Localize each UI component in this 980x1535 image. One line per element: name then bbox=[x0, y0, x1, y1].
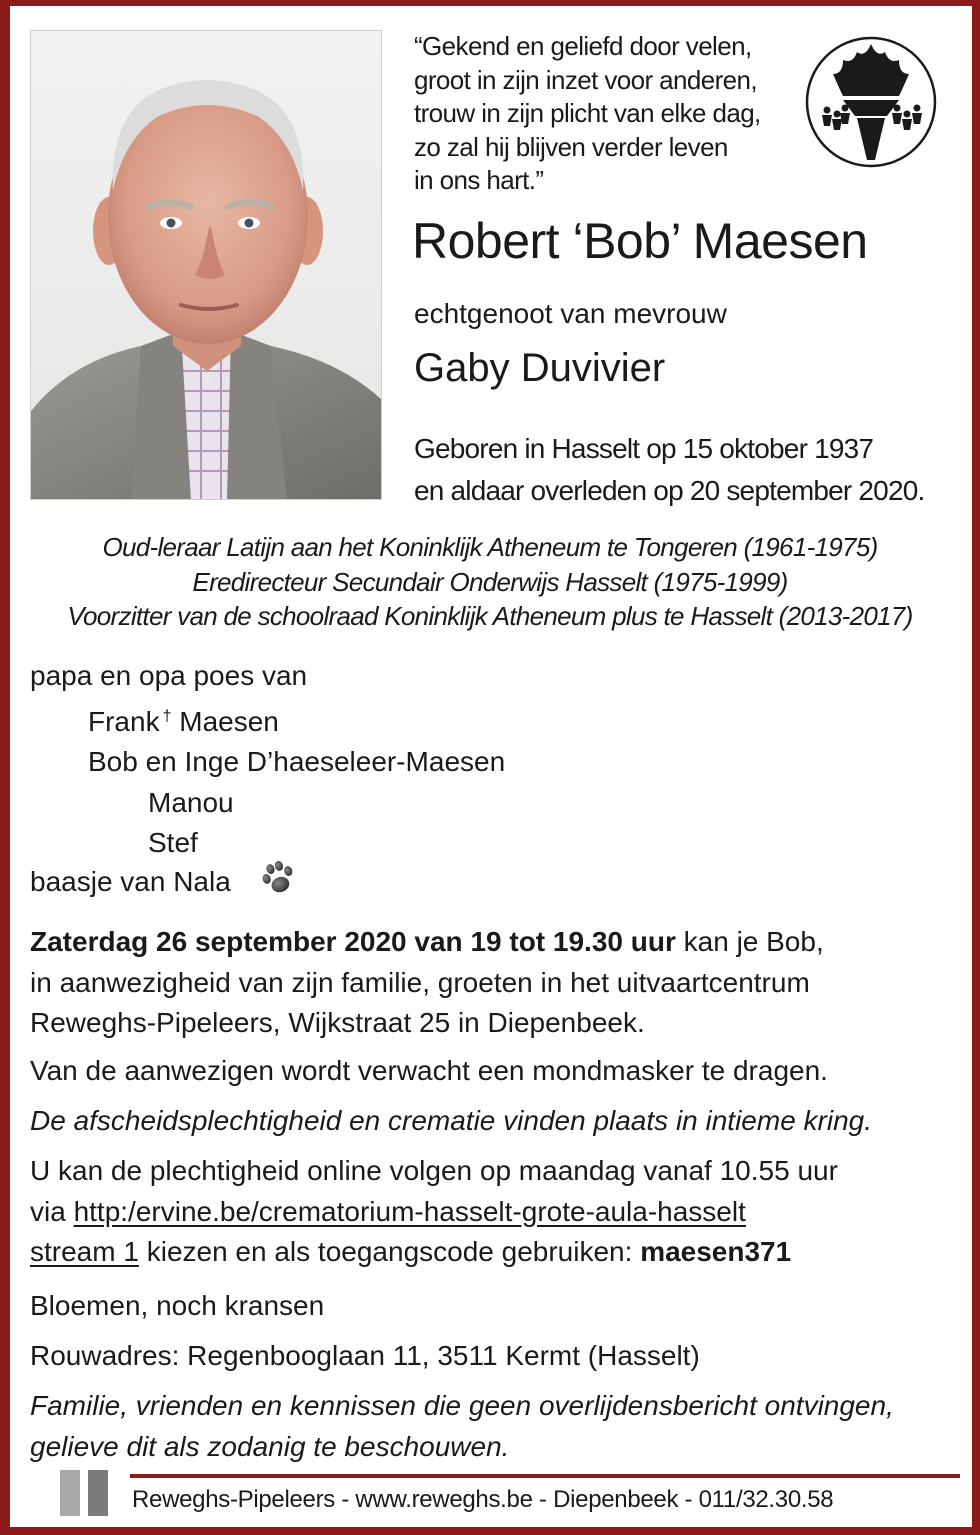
grandchild-entry: Stef bbox=[148, 827, 198, 858]
deceased-name: Robert ‘Bob’ Maesen bbox=[412, 213, 868, 269]
child-entry bbox=[30, 697, 505, 743]
child-first-name: Frank bbox=[88, 705, 160, 737]
flowers-notice: Bloemen, noch kransen bbox=[30, 1290, 325, 1321]
footer-divider bbox=[130, 1474, 960, 1478]
career-line: Eredirecteur Secundair Onderwijs Hasselt (1975-1999) bbox=[192, 566, 788, 597]
quote-line: in ons hart.” bbox=[414, 165, 544, 195]
border-top bbox=[0, 0, 980, 6]
pet-line: baasje van Nala bbox=[30, 866, 231, 897]
career-line: Oud-leraar Latijn aan het Koninklijk Atheneum te Tongeren (1961-1975) bbox=[102, 532, 878, 562]
spouse-name: Gaby Duvivier bbox=[414, 346, 666, 390]
grandchild-entry: Manou bbox=[148, 786, 234, 818]
closing-line: gelieve dit als zodanig te beschouwen. bbox=[30, 1430, 510, 1462]
career-list bbox=[30, 530, 950, 634]
stream-line: U kan de plechtigheid online volgen op maandag vanaf 10.55 uur bbox=[30, 1155, 838, 1186]
stream-1-link[interactable]: stream 1 bbox=[30, 1236, 139, 1267]
stream-block bbox=[30, 1151, 950, 1273]
ceremony-notice: De afscheidsplechtigheid en crematie vinden plaats in intieme kring. bbox=[30, 1105, 873, 1136]
birth-line: Geboren in Hasselt op 15 oktober 1937 bbox=[414, 433, 874, 464]
visitation-line: Reweghs-Pipeleers, Wijkstraat 25 in Diepenbeek. bbox=[30, 1007, 645, 1038]
visitation-block bbox=[30, 922, 950, 1044]
paw-print-icon bbox=[258, 858, 298, 898]
stream-via: via bbox=[30, 1195, 74, 1227]
stream-line bbox=[30, 1232, 950, 1273]
access-code: maesen371 bbox=[640, 1236, 792, 1267]
visitation-line: in aanwezigheid van zijn familie, groeten in het uitvaartcentrum bbox=[30, 966, 810, 998]
border-bottom bbox=[0, 1527, 980, 1535]
quote-line: groot in zijn inzet voor anderen, bbox=[414, 64, 757, 95]
torch-emblem-icon bbox=[803, 36, 939, 168]
death-line: en aldaar overleden op 20 september 2020. bbox=[414, 475, 925, 506]
stream-line bbox=[30, 1192, 950, 1233]
border-right bbox=[972, 0, 980, 1535]
stream-instructions: kiezen en als toegangscode gebruiken: bbox=[138, 1236, 641, 1267]
quote-line: “Gekend en geliefd door velen, bbox=[414, 31, 752, 61]
child-entry: Bob en Inge D’haeseleer-Maesen bbox=[88, 746, 506, 777]
life-dates bbox=[414, 428, 924, 512]
career-line: Voorzitter van de schoolraad Koninklijk Atheneum plus te Hasselt (2013-2017) bbox=[67, 601, 913, 631]
deceased-cross-mark: † bbox=[162, 707, 172, 725]
closing-line: Familie, vrienden en kennissen die geen overlijdensbericht ontvingen, bbox=[30, 1390, 894, 1421]
spouse-intro: echtgenoot van mevrouw bbox=[414, 298, 727, 329]
quote-line: zo zal hij blijven verder leven bbox=[414, 131, 728, 162]
child-last-name: Maesen bbox=[179, 705, 279, 737]
visitation-text: kan je Bob, bbox=[675, 926, 824, 957]
mask-notice: Van de aanwezigen wordt verwacht een mondmasker te dragen. bbox=[30, 1055, 828, 1086]
footer-contact: Reweghs-Pipeleers - www.reweghs.be - Diepenbeek - 011/32.30.58 bbox=[132, 1486, 834, 1513]
family-intro: papa en opa poes van bbox=[30, 660, 308, 691]
visitation-date: Zaterdag 26 september 2020 van 19 tot 19.30 uur bbox=[30, 926, 676, 957]
border-left bbox=[0, 0, 10, 1535]
stream-url-link[interactable]: http:/ervine.be/crematorium-hasselt-grote-aula-hasselt bbox=[73, 1195, 746, 1227]
mourning-address: Rouwadres: Regenbooglaan 11, 3511 Kermt (Hasselt) bbox=[30, 1340, 700, 1371]
memorial-quote bbox=[414, 30, 794, 198]
portrait-photo bbox=[30, 30, 382, 500]
visitation-line bbox=[30, 922, 950, 963]
funeral-home-logo-icon bbox=[56, 1466, 116, 1518]
closing-notice bbox=[30, 1386, 950, 1467]
quote-line: trouw in zijn plicht van elke dag, bbox=[414, 98, 761, 128]
family-list bbox=[30, 656, 505, 864]
